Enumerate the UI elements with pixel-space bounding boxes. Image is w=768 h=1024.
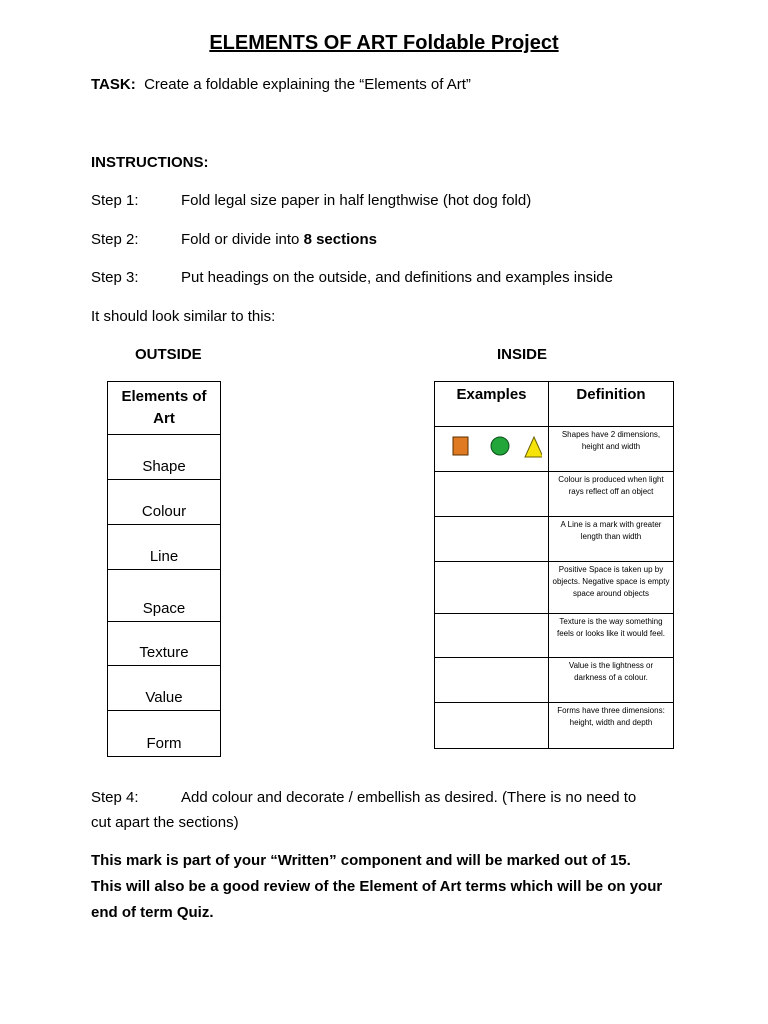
outside-row xyxy=(108,570,222,622)
yellow-triangle-icon xyxy=(525,437,542,457)
outside-row xyxy=(108,622,222,666)
outside-row-label: Colour xyxy=(108,480,221,525)
similar-text: It should look similar to this: xyxy=(91,308,276,325)
instructions-heading: INSTRUCTIONS: xyxy=(91,154,209,171)
outside-row xyxy=(108,435,222,480)
definition-cell: Shapes have 2 dimensions, height and width xyxy=(549,427,674,472)
page-title: ELEMENTS OF ART Foldable Project xyxy=(209,32,559,54)
inside-row xyxy=(435,472,674,517)
definition-cell: A Line is a mark with greater length than width xyxy=(549,517,674,562)
step4-text-cont: cut apart the sections) xyxy=(91,814,239,831)
step1-label: Step 1: xyxy=(91,192,139,209)
step4-text: Add colour and decorate / embellish as desired. (There is no need to xyxy=(181,789,637,806)
outside-header-cell xyxy=(108,382,221,435)
orange-square-icon xyxy=(453,437,468,455)
inside-row xyxy=(435,614,674,658)
inside-row xyxy=(435,562,674,614)
footer-line: This will also be a good review of the Element of Art terms which will be on your xyxy=(91,878,663,895)
green-circle-icon xyxy=(491,437,509,455)
task-line xyxy=(91,76,471,93)
step2-text-bold: 8 sections xyxy=(303,231,377,248)
outside-row-label: Space xyxy=(108,570,221,622)
task-text: Create a foldable explaining the “Elements of Art” xyxy=(144,76,471,93)
outside-row xyxy=(108,480,222,525)
step3-text: Put headings on the outside, and definitions and examples inside xyxy=(181,269,613,286)
outside-header-line1: Elements of xyxy=(121,388,207,405)
outside-row-label: Shape xyxy=(108,435,221,480)
definition-cell: Value is the lightness or darkness of a colour. xyxy=(549,658,674,703)
step4-label: Step 4: xyxy=(91,789,139,806)
inside-row xyxy=(435,427,674,472)
inside-table xyxy=(434,381,674,749)
inside-label: INSIDE xyxy=(497,346,548,363)
outside-row xyxy=(108,711,222,757)
inside-header-examples: Examples xyxy=(435,382,549,427)
footer-note xyxy=(91,848,691,926)
outside-row xyxy=(108,666,222,711)
inside-row xyxy=(435,703,674,749)
example-shapes xyxy=(442,434,542,460)
inside-header-definition: Definition xyxy=(549,382,674,427)
definition-cell: Forms have three dimensions: height, width and depth xyxy=(549,703,674,749)
definition-cell: Colour is produced when light rays reflect off an object xyxy=(549,472,674,517)
outside-header-line2: Art xyxy=(153,410,175,427)
example-shapes-cell xyxy=(435,427,549,472)
outside-label: OUTSIDE xyxy=(135,346,202,363)
outside-header-row xyxy=(108,382,222,435)
outside-table xyxy=(107,381,221,757)
step2-text xyxy=(181,231,377,248)
definition-cell: Texture is the way something feels or looks like it would feel. xyxy=(549,614,674,658)
step2-label: Step 2: xyxy=(91,231,139,248)
outside-row-label: Form xyxy=(108,711,221,757)
outside-row-label: Line xyxy=(108,525,221,570)
footer-line: This mark is part of your “Written” component and will be marked out of 15. xyxy=(91,852,631,869)
step3-label: Step 3: xyxy=(91,269,139,286)
footer-line: end of term Quiz. xyxy=(91,904,214,921)
outside-row-label: Value xyxy=(108,666,221,711)
inside-row xyxy=(435,517,674,562)
outside-row xyxy=(108,525,222,570)
inside-header-row xyxy=(435,382,674,427)
inside-row xyxy=(435,658,674,703)
task-label: TASK: xyxy=(91,76,136,93)
outside-row-label: Texture xyxy=(108,622,221,666)
definition-cell: Positive Space is taken up by objects. Negative space is empty space around objects xyxy=(549,562,674,614)
step1-text: Fold legal size paper in half lengthwise (hot dog fold) xyxy=(181,192,532,209)
step2-text-prefix: Fold or divide into xyxy=(181,231,304,248)
